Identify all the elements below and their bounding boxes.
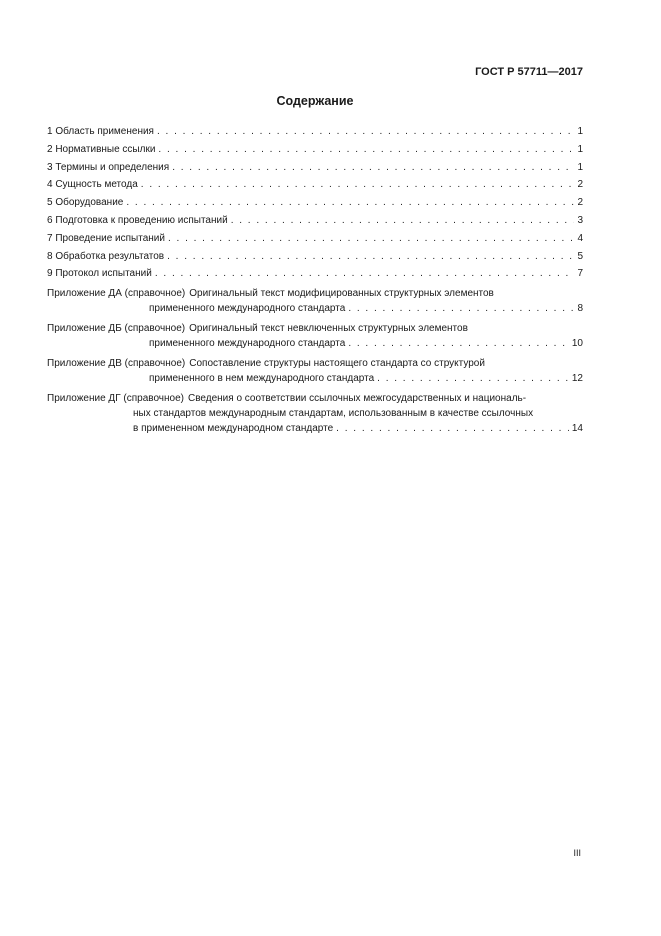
toc-item-page: 1	[577, 143, 583, 155]
appendix-dg[interactable]	[47, 393, 583, 441]
appendix-title-cont: примененного международного стандарта	[149, 303, 346, 315]
toc-item-9[interactable]	[47, 268, 583, 286]
toc-item-page: 7	[577, 268, 583, 280]
toc-item-page: 4	[577, 232, 583, 244]
toc-item-label: 6 Подготовка к проведению испытаний	[47, 214, 228, 226]
appendix-title-cont: ных стандартов международным стандартам, использованным в качестве ссылочных	[133, 407, 534, 419]
appendix-dv[interactable]	[47, 358, 583, 391]
standard-code: ГОСТ Р 57711—2017	[475, 66, 583, 78]
toc-item-8[interactable]	[47, 251, 583, 269]
toc-item-7[interactable]	[47, 233, 583, 251]
toc-item-page: 3	[577, 214, 583, 226]
appendix-title: Сведения о соответствии ссылочных межгосударственных и националь-	[188, 392, 527, 404]
appendix-title-cont: примененного в нем международного стандарта	[149, 372, 375, 384]
appendix-prefix: Приложение ДВ (справочное)	[47, 357, 186, 369]
toc-item-page: 2	[577, 197, 583, 209]
appendix-page: 12	[571, 372, 583, 384]
appendix-da[interactable]	[47, 288, 583, 321]
toc-item-label: 3 Термины и определения	[47, 161, 170, 173]
page-number: III	[573, 848, 581, 858]
toc-item-page: 5	[577, 250, 583, 262]
toc-item-5[interactable]	[47, 197, 583, 215]
toc-item-label: 5 Оборудование	[47, 197, 124, 209]
toc-item-label: 1 Область применения	[47, 126, 154, 137]
appendix-page: 14	[571, 422, 583, 434]
toc-item-label: 2 Нормативные ссылки	[47, 143, 156, 155]
appendix-title: Сопоставление структуры настоящего стандарта со структурой	[189, 357, 485, 369]
toc-item-page: 1	[577, 161, 583, 173]
appendix-prefix: Приложение ДА (справочное)	[47, 288, 186, 300]
toc-item-label: 9 Протокол испытаний	[47, 268, 152, 280]
appendix-title-cont: в примененном международном стандарте	[133, 422, 334, 434]
toc-item-2[interactable]	[47, 144, 583, 162]
toc-item-page: 2	[577, 179, 583, 191]
appendix-title: Оригинальный текст модифицированных структурных элементов	[189, 288, 494, 300]
toc-item-4[interactable]	[47, 179, 583, 197]
appendix-title-cont: примененного международного стандарта	[149, 337, 346, 349]
appendix-page: 8	[577, 303, 583, 315]
toc-item-3[interactable]	[47, 162, 583, 180]
toc-item-label: 8 Обработка результатов	[47, 250, 165, 262]
toc-item-page: 1	[577, 126, 583, 137]
appendix-prefix: Приложение ДБ (справочное)	[47, 322, 186, 334]
toc-item-label: 7 Проведение испытаний	[47, 232, 165, 244]
appendix-page: 10	[571, 337, 583, 349]
toc-item-6[interactable]	[47, 215, 583, 233]
toc-title: Содержание	[276, 94, 354, 108]
toc-item-1[interactable]	[47, 126, 583, 144]
appendix-db[interactable]	[47, 323, 583, 356]
toc-item-label: 4 Сущность метода	[47, 179, 138, 191]
appendix-title: Оригинальный текст невключенных структурных элементов	[189, 322, 468, 334]
appendix-prefix: Приложение ДГ (справочное)	[47, 392, 184, 404]
table-of-contents	[47, 126, 583, 440]
